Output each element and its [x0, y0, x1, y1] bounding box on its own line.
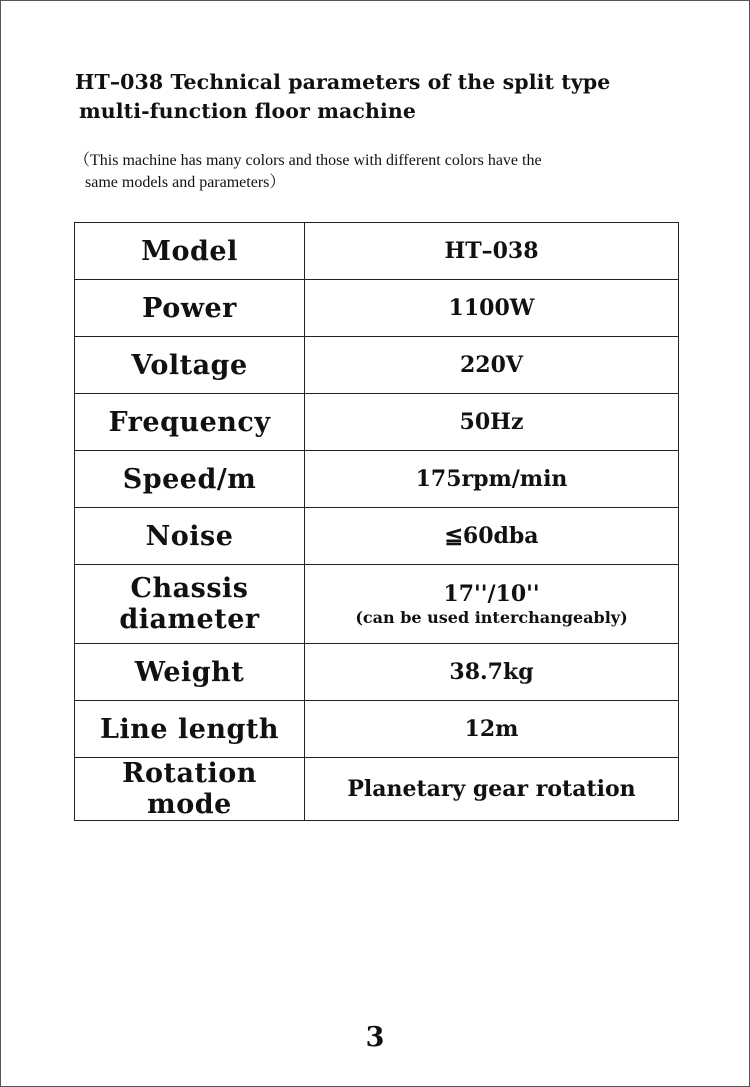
spec-value: 12m: [305, 701, 679, 758]
spec-value: ≦60dba: [305, 508, 679, 565]
spec-value: HT–038: [305, 223, 679, 280]
color-note: [74, 150, 714, 194]
title-line-1: HT–038 Technical parameters of the split type: [75, 70, 611, 94]
note-line-1: （This machine has many colors and those with different colors have the: [74, 152, 542, 169]
table-row: [75, 701, 679, 758]
table-row: [75, 337, 679, 394]
spec-label: Voltage: [75, 337, 305, 394]
spec-value-note: (can be used interchangeably): [355, 608, 628, 627]
page-number: 3: [365, 1022, 385, 1053]
spec-label: Line length: [75, 701, 305, 758]
spec-value: 1100W: [305, 280, 679, 337]
spec-label: Speed/m: [75, 451, 305, 508]
spec-table: [74, 222, 679, 821]
spec-label: Rotation mode: [75, 758, 305, 821]
spec-label: Model: [75, 223, 305, 280]
table-row: [75, 565, 679, 644]
table-row: [75, 758, 679, 821]
table-row: [75, 223, 679, 280]
note-line-2: same models and parameters）: [85, 174, 286, 191]
spec-label: Noise: [75, 508, 305, 565]
table-row: [75, 451, 679, 508]
table-row: [75, 644, 679, 701]
spec-label: Weight: [75, 644, 305, 701]
spec-value: Planetary gear rotation: [305, 758, 679, 821]
spec-value: 50Hz: [305, 394, 679, 451]
table-row: [75, 280, 679, 337]
spec-value: 17''/10'': [443, 581, 540, 607]
spec-value-cell: [305, 565, 679, 644]
spec-value: 38.7kg: [305, 644, 679, 701]
spec-label: Chassis diameter: [75, 565, 305, 644]
spec-label: Power: [75, 280, 305, 337]
table-row: [75, 394, 679, 451]
spec-value: 220V: [305, 337, 679, 394]
spec-label: Frequency: [75, 394, 305, 451]
table-row: [75, 508, 679, 565]
spec-value: 175rpm/min: [305, 451, 679, 508]
document-title: [75, 68, 695, 126]
title-line-2: multi-function floor machine: [79, 99, 417, 123]
